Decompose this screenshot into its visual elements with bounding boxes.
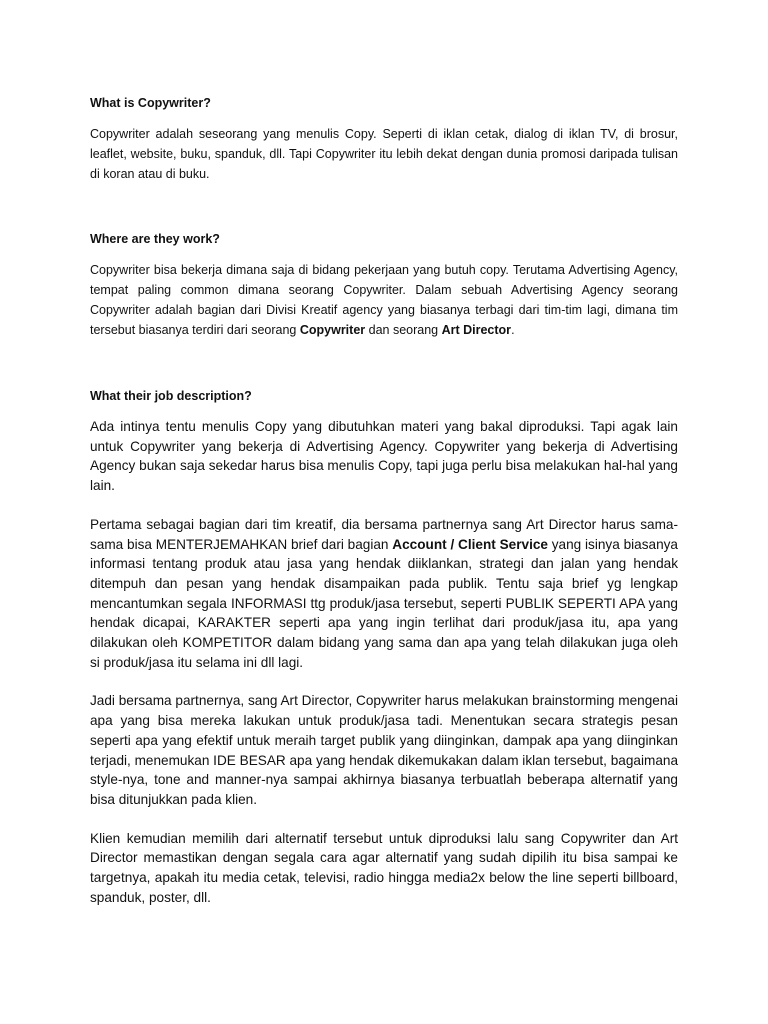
section-paragraph: Klien kemudian memilih dari alternatif tersebut untuk diproduksi lalu sang Copywriter dan Art Director memastikan dengan segala cara agar alternatif yang sudah dipilih itu bisa sampai ke targetnya, apakah itu media cetak, televisi, radio hingga media2x below the line seperti billboard, spanduk, poster, dll.	[90, 830, 678, 905]
section-what-is-copywriter	[90, 93, 678, 184]
paragraph-text: yang isinya biasanya informasi tentang produk atau jasa yang hendak diiklankan, strategi dan jalan yang hendak ditempuh dan pesan yang hendak disampaikan pada publik. Tentu saja brief yg lengkap mencantumkan segala INFORMASI ttg produk/jasa tersebut, seperti PUBLIK SEPERTI APA yang hendak dicapai, KARAKTER seperti apa yang ingin terlihat dari produk/jasa itu, apa yang dilakukan oleh KOMPETITOR dalam bidang yang sama dan apa yang telah dilakukan juga oleh si produk/jasa itu selama ini dll lagi.	[90, 536, 678, 670]
section-heading: What their job description?	[90, 389, 252, 403]
section-where-they-work	[90, 229, 678, 340]
section-job-description	[90, 386, 678, 907]
paragraph-text: .	[511, 323, 515, 337]
section-paragraph	[90, 515, 678, 673]
paragraph-text: Copywriter bisa bekerja dimana saja di bidang pekerjaan yang butuh copy. Terutama Advertising Agency, tempat paling common dimana seorang Copywriter. Dalam sebuah Advertising Agency seorang Copywriter adalah bagian dari Divisi Kreatif agency yang biasanya terbagi dari tim-tim lagi, dimana tim tersebut biasanya terdiri dari seorang	[90, 263, 678, 337]
section-paragraph: Jadi bersama partnernya, sang Art Director, Copywriter harus melakukan brainstorming mengenai apa yang bisa mereka lakukan untuk produk/jasa tadi. Menentukan secara strategis pesan seperti apa yang efektif untuk meraih target publik yang diinginkan, dampak apa yang diinginkan terjadi, menemukan IDE BESAR apa yang hendak dikemukakan dalam iklan tersebut, bagaimana style-nya, tone and manner-nya sampai akhirnya biasanya terbuatlah beberapa alternatif yang bisa ditunjukkan pada klien.	[90, 693, 678, 807]
bold-term-account-client-service: Account / Client Service	[392, 536, 548, 552]
section-heading: Where are they work?	[90, 232, 220, 246]
paragraph-text: Pertama sebagai bagian dari tim kreatif, dia bersama partnernya sang Art Director harus sama-sama bisa MENTERJEMAHKAN brief dari bagian	[90, 516, 678, 552]
section-paragraph: Copywriter adalah seseorang yang menulis Copy. Seperti di iklan cetak, dialog di iklan TV, di brosur, leaflet, website, buku, spanduk, dll. Tapi Copywriter itu lebih dekat dengan dunia promosi daripada tulisan di koran atau di buku.	[90, 127, 678, 181]
bold-term-art-director: Art Director	[441, 323, 512, 337]
section-paragraph: Ada intinya tentu menulis Copy yang dibutuhkan materi yang bakal diproduksi. Tapi agak lain untuk Copywriter yang bekerja di Advertising Agency. Copywriter yang bekerja di Advertising Agency bukan saja sekedar harus bisa menulis Copy, tapi juga perlu bisa melakukan hal-hal yang lain.	[90, 419, 678, 494]
paragraph-text: dan seorang	[365, 323, 442, 337]
section-heading: What is Copywriter?	[90, 96, 211, 110]
bold-term-copywriter: Copywriter	[299, 323, 366, 337]
document-page	[90, 93, 678, 907]
section-paragraph	[90, 260, 678, 340]
